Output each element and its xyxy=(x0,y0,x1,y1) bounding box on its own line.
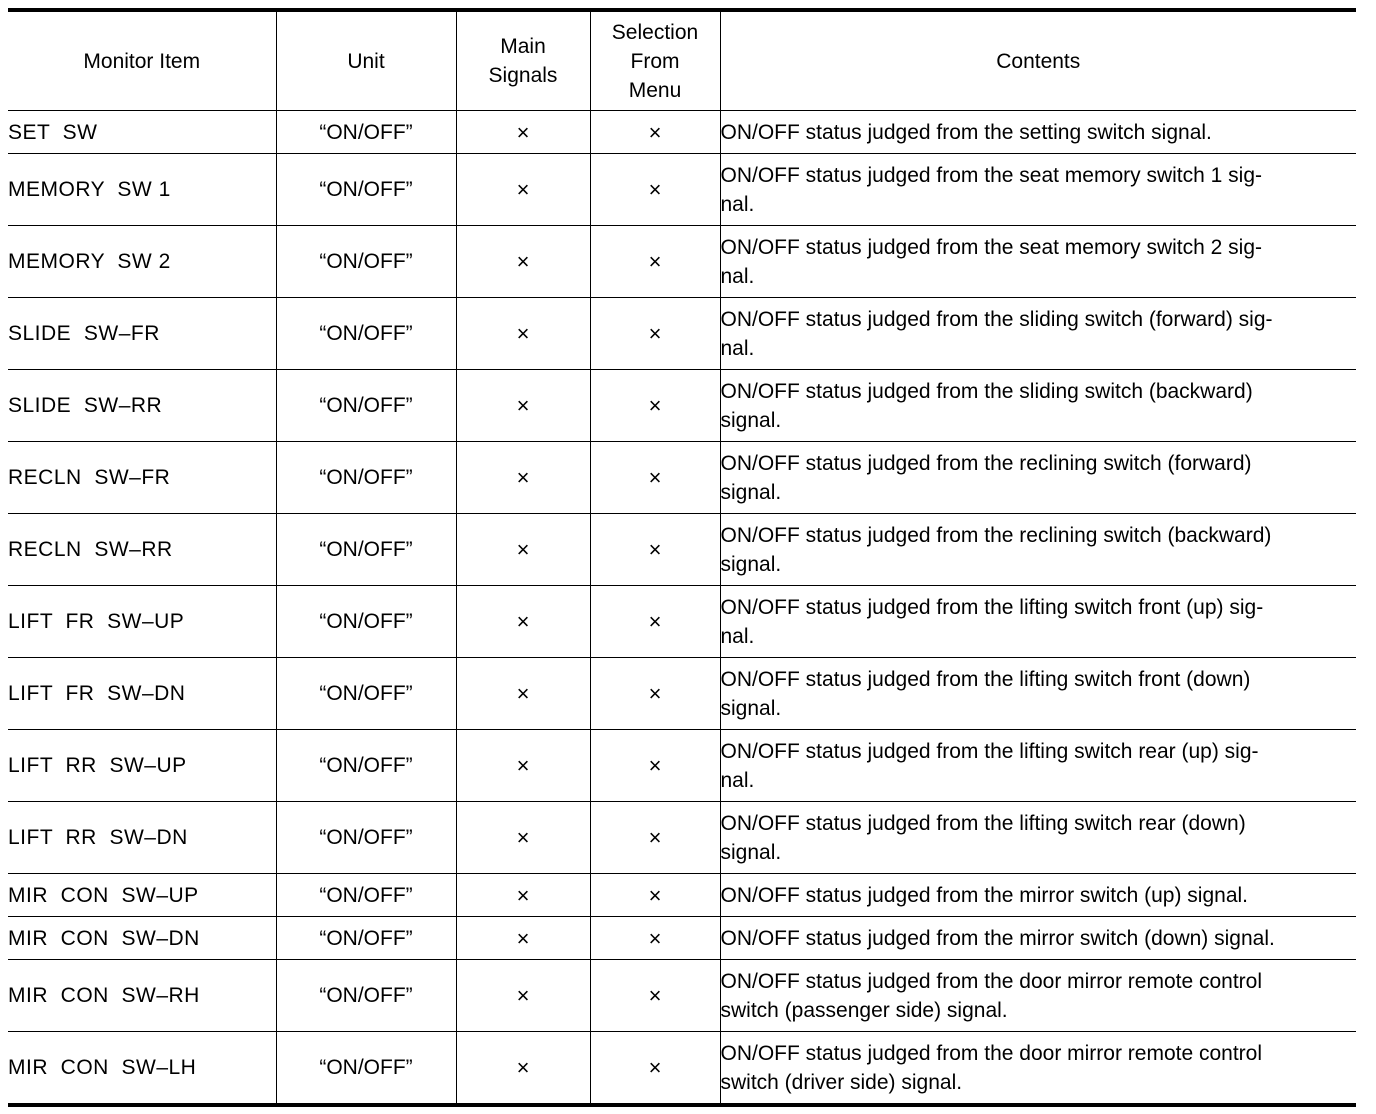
contents-line: nal. xyxy=(720,264,755,288)
unit-cell: “ON/OFF” xyxy=(276,960,456,1032)
selection-from-menu-mark: × xyxy=(590,370,720,442)
contents-line: ON/OFF status judged from the mirror switch (down) signal. xyxy=(720,926,1275,950)
monitor-item-cell: RECLN SW–RR xyxy=(8,514,276,586)
main-signals-mark: × xyxy=(456,514,590,586)
contents-line: signal. xyxy=(720,480,782,504)
monitor-item-cell: MIR CON SW–RH xyxy=(8,960,276,1032)
unit-cell: “ON/OFF” xyxy=(276,442,456,514)
table-row xyxy=(8,730,1356,802)
table-row xyxy=(8,658,1356,730)
main-signals-mark: × xyxy=(456,154,590,226)
header-selection-from-menu xyxy=(590,10,720,111)
contents-line: signal. xyxy=(720,408,782,432)
selection-from-menu-mark: × xyxy=(590,226,720,298)
unit-cell: “ON/OFF” xyxy=(276,370,456,442)
contents-line: signal. xyxy=(720,552,782,576)
contents-line: ON/OFF status judged from the reclining switch (forward) xyxy=(720,451,1252,475)
table-row xyxy=(8,298,1356,370)
monitor-item-cell: SET SW xyxy=(8,111,276,154)
main-signals-mark: × xyxy=(456,586,590,658)
contents-line: ON/OFF status judged from the lifting switch rear (up) sig- xyxy=(720,739,1259,763)
selection-from-menu-mark: × xyxy=(590,298,720,370)
main-signals-mark: × xyxy=(456,298,590,370)
contents-cell xyxy=(720,586,1356,658)
monitor-item-cell: MEMORY SW 2 xyxy=(8,226,276,298)
table-row xyxy=(8,960,1356,1032)
main-signals-mark: × xyxy=(456,1032,590,1106)
contents-cell xyxy=(720,802,1356,874)
unit-cell: “ON/OFF” xyxy=(276,111,456,154)
contents-cell xyxy=(720,874,1356,917)
unit-cell: “ON/OFF” xyxy=(276,514,456,586)
selection-from-menu-mark: × xyxy=(590,111,720,154)
main-signals-mark: × xyxy=(456,917,590,960)
contents-line: ON/OFF status judged from the door mirror remote control xyxy=(720,969,1263,993)
unit-cell: “ON/OFF” xyxy=(276,154,456,226)
contents-line: ON/OFF status judged from the mirror switch (up) signal. xyxy=(720,883,1248,907)
contents-cell xyxy=(720,514,1356,586)
table-row xyxy=(8,111,1356,154)
contents-cell xyxy=(720,442,1356,514)
contents-line: ON/OFF status judged from the door mirror remote control xyxy=(720,1041,1263,1065)
selection-from-menu-mark: × xyxy=(590,658,720,730)
selection-from-menu-mark: × xyxy=(590,514,720,586)
monitor-item-cell: LIFT FR SW–UP xyxy=(8,586,276,658)
selection-from-menu-mark: × xyxy=(590,154,720,226)
main-signals-mark: × xyxy=(456,442,590,514)
unit-cell: “ON/OFF” xyxy=(276,730,456,802)
contents-line: nal. xyxy=(720,624,755,648)
monitor-item-table xyxy=(8,8,1356,1107)
contents-line: ON/OFF status judged from the lifting switch front (down) xyxy=(720,667,1251,691)
main-signals-mark: × xyxy=(456,730,590,802)
contents-line: ON/OFF status judged from the seat memory switch 1 sig- xyxy=(720,163,1263,187)
contents-line: nal. xyxy=(720,192,755,216)
contents-cell xyxy=(720,370,1356,442)
table-row xyxy=(8,514,1356,586)
unit-cell: “ON/OFF” xyxy=(276,586,456,658)
header-contents: Contents xyxy=(720,10,1356,111)
contents-cell xyxy=(720,111,1356,154)
contents-cell xyxy=(720,658,1356,730)
contents-line: ON/OFF status judged from the reclining switch (backward) xyxy=(720,523,1272,547)
main-signals-mark: × xyxy=(456,874,590,917)
monitor-item-cell: RECLN SW–FR xyxy=(8,442,276,514)
unit-cell: “ON/OFF” xyxy=(276,802,456,874)
selection-from-menu-mark: × xyxy=(590,917,720,960)
contents-line: signal. xyxy=(720,696,782,720)
header-main-signals-line: Main xyxy=(500,35,546,58)
table-row xyxy=(8,874,1356,917)
header-row xyxy=(8,10,1356,111)
monitor-item-cell: MIR CON SW–LH xyxy=(8,1032,276,1106)
table-row xyxy=(8,442,1356,514)
contents-cell xyxy=(720,226,1356,298)
contents-cell xyxy=(720,917,1356,960)
contents-line: switch (passenger side) signal. xyxy=(720,998,1008,1022)
contents-line: ON/OFF status judged from the setting switch signal. xyxy=(720,120,1212,144)
selection-from-menu-mark: × xyxy=(590,960,720,1032)
monitor-item-cell: LIFT RR SW–UP xyxy=(8,730,276,802)
contents-line: ON/OFF status judged from the lifting switch front (up) sig- xyxy=(720,595,1264,619)
contents-line: ON/OFF status judged from the seat memory switch 2 sig- xyxy=(720,235,1263,259)
monitor-item-cell: SLIDE SW–FR xyxy=(8,298,276,370)
selection-from-menu-mark: × xyxy=(590,802,720,874)
table-body xyxy=(8,111,1356,1106)
contents-cell xyxy=(720,154,1356,226)
header-monitor-item: Monitor Item xyxy=(8,10,276,111)
unit-cell: “ON/OFF” xyxy=(276,1032,456,1106)
contents-line: switch (driver side) signal. xyxy=(720,1070,963,1094)
unit-cell: “ON/OFF” xyxy=(276,874,456,917)
main-signals-mark: × xyxy=(456,802,590,874)
unit-cell: “ON/OFF” xyxy=(276,226,456,298)
table-row xyxy=(8,586,1356,658)
table-row xyxy=(8,370,1356,442)
table-row xyxy=(8,802,1356,874)
table-row xyxy=(8,1032,1356,1106)
header-selection-line: Selection xyxy=(611,20,699,44)
main-signals-mark: × xyxy=(456,111,590,154)
unit-cell: “ON/OFF” xyxy=(276,658,456,730)
contents-cell xyxy=(720,960,1356,1032)
monitor-item-cell: SLIDE SW–RR xyxy=(8,370,276,442)
contents-cell xyxy=(720,1032,1356,1106)
contents-cell xyxy=(720,298,1356,370)
header-selection-line: Menu xyxy=(628,78,682,102)
contents-line: nal. xyxy=(720,336,755,360)
selection-from-menu-mark: × xyxy=(590,874,720,917)
monitor-item-cell: LIFT RR SW–DN xyxy=(8,802,276,874)
contents-line: ON/OFF status judged from the sliding switch (backward) xyxy=(720,379,1253,403)
monitor-item-cell: MIR CON SW–UP xyxy=(8,874,276,917)
header-main-signals-line: Signals xyxy=(488,64,558,87)
header-unit: Unit xyxy=(276,10,456,111)
main-signals-mark: × xyxy=(456,658,590,730)
selection-from-menu-mark: × xyxy=(590,442,720,514)
contents-line: ON/OFF status judged from the sliding switch (forward) sig- xyxy=(720,307,1273,331)
table-row xyxy=(8,154,1356,226)
contents-cell xyxy=(720,730,1356,802)
unit-cell: “ON/OFF” xyxy=(276,298,456,370)
table-row xyxy=(8,226,1356,298)
main-signals-mark: × xyxy=(456,226,590,298)
main-signals-mark: × xyxy=(456,960,590,1032)
main-signals-mark: × xyxy=(456,370,590,442)
monitor-item-cell: MEMORY SW 1 xyxy=(8,154,276,226)
contents-line: signal. xyxy=(720,840,782,864)
selection-from-menu-mark: × xyxy=(590,1032,720,1106)
table-row xyxy=(8,917,1356,960)
selection-from-menu-mark: × xyxy=(590,586,720,658)
monitor-item-cell: MIR CON SW–DN xyxy=(8,917,276,960)
monitor-item-cell: LIFT FR SW–DN xyxy=(8,658,276,730)
contents-line: nal. xyxy=(720,768,755,792)
selection-from-menu-mark: × xyxy=(590,730,720,802)
unit-cell: “ON/OFF” xyxy=(276,917,456,960)
header-main-signals xyxy=(456,10,590,111)
contents-line: ON/OFF status judged from the lifting switch rear (down) xyxy=(720,811,1246,835)
header-selection-line: From xyxy=(630,49,680,73)
